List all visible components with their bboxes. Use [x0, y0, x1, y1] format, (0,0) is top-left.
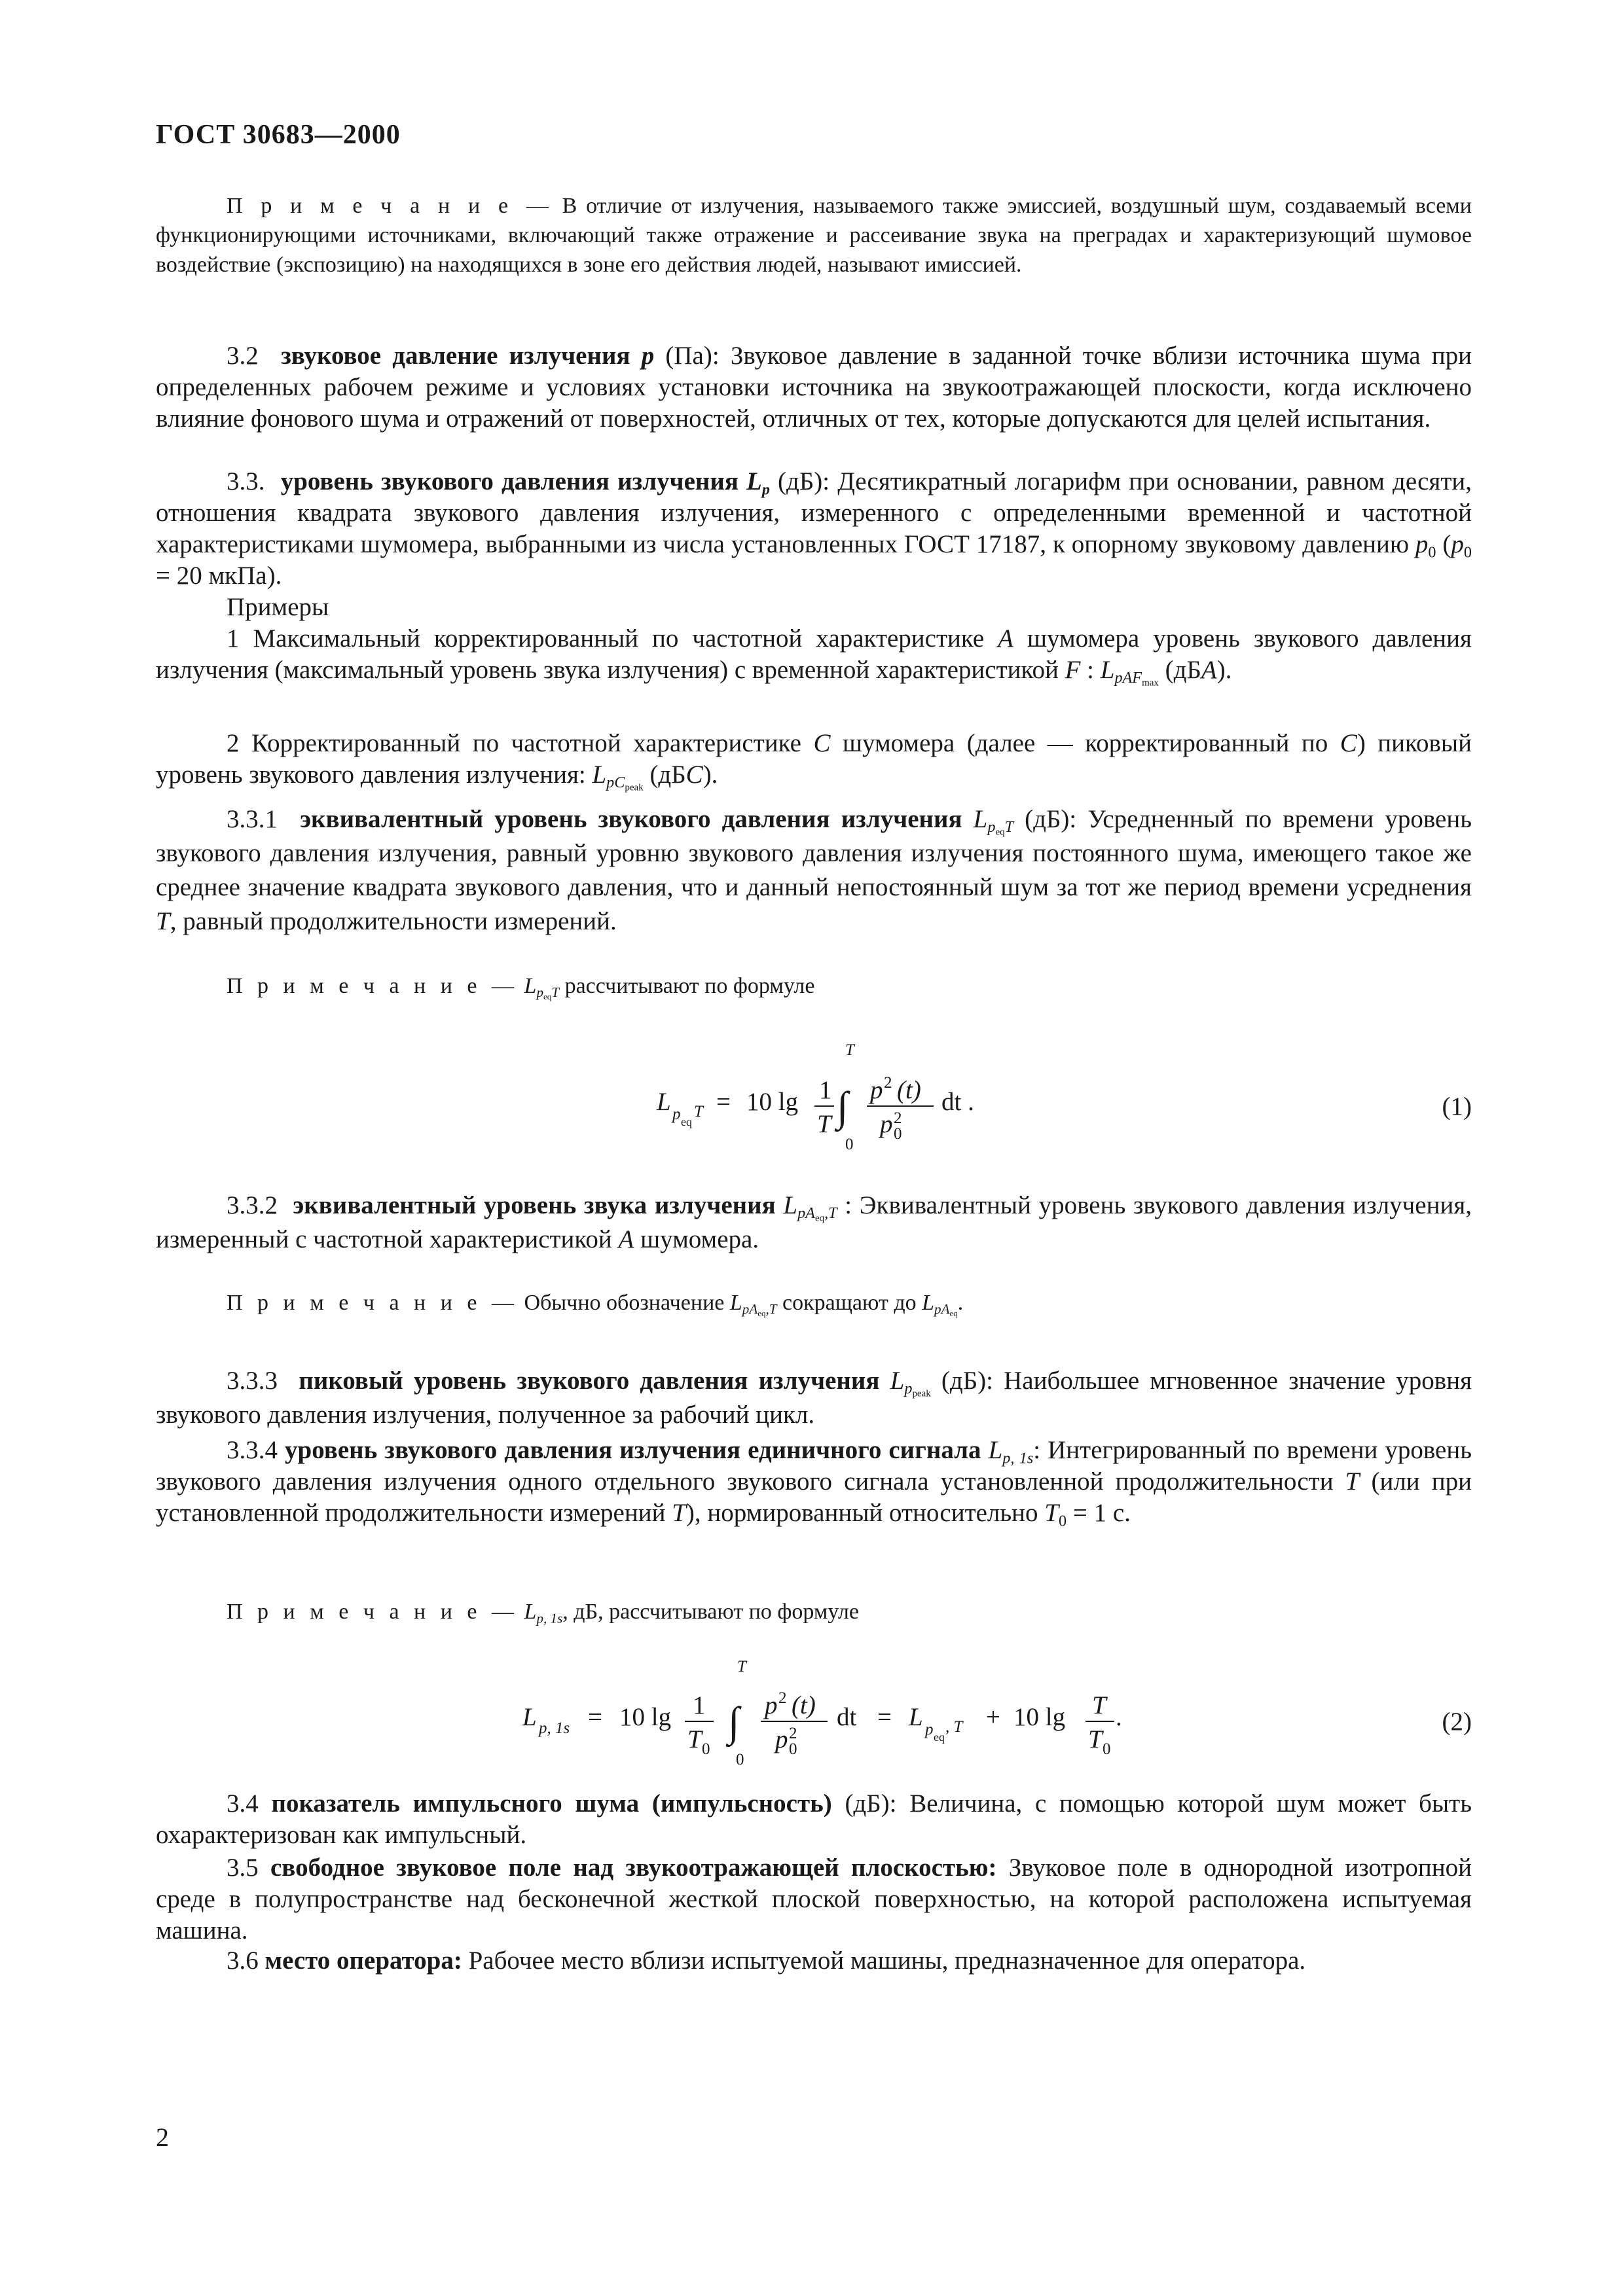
eq2-den-p: p [775, 1725, 788, 1753]
clause-3-3-2 [156, 1189, 1472, 1257]
clause-symbol: L [890, 1367, 905, 1395]
note-text: Обычно обозначение [519, 1291, 730, 1315]
clause-term: свободное звуковое поле над звукоотражающей плоскостью: [270, 1854, 997, 1882]
p0-subscript: 0 [1428, 543, 1436, 562]
clause-term: звуковое давление излучения [281, 342, 630, 370]
symbol-subsubscript: eq [814, 1213, 825, 1224]
note-label: П р и м е ч а н и е — [227, 974, 519, 998]
example-text: 1 Максимальный корректированный по частотной характеристике [227, 624, 998, 653]
clause-text: : Величина, с помощью которой шум может быть охарактеризован как импульсный. [156, 1789, 1472, 1849]
note-subscript: p, 1s [536, 1610, 563, 1626]
example-text: шумомера уровень звукового давления излучения (максимальный уровень звука излучения) с временной характеристикой [156, 624, 1472, 684]
eq1-den-p: p [880, 1110, 893, 1138]
t-symbol: T [156, 907, 170, 935]
clause-text: шумомера. [634, 1225, 759, 1253]
eq2-equals: = [588, 1703, 602, 1731]
eq2-upper-limit: T [737, 1658, 746, 1676]
clause-term: показатель импульсного шума (импульсность) [271, 1789, 832, 1818]
note-subscript-t: ,T [765, 1301, 777, 1318]
eq1-number: (1) [1442, 1092, 1472, 1121]
example-symbol: L [1100, 656, 1115, 684]
clause-symbol: p [641, 342, 655, 370]
eq2-rhs-subsub: eq [934, 1731, 945, 1744]
eq2-lhs-sub: p, 1s [539, 1719, 570, 1737]
clause-3-3 [156, 466, 1472, 592]
example-symbol: C [813, 729, 831, 757]
note-abbreviation [156, 1288, 1472, 1318]
clause-unit: (дБ) [769, 467, 823, 495]
clause-number: 3.4 [227, 1789, 259, 1818]
example-unit: (дБ [1158, 656, 1201, 684]
eq1-lhs-sub: p [672, 1105, 681, 1123]
clause-symbol: L [746, 467, 762, 495]
clause-term: уровень звукового давления излучения [280, 467, 739, 495]
eq2-rhs-t: , T [945, 1718, 963, 1736]
eq2-frac2-den-sub: 0 [1103, 1740, 1111, 1758]
clause-text: ), нормированный относительно [685, 1499, 1045, 1527]
clause-number: 3.2 [227, 342, 259, 370]
clause-symbol: L [988, 1436, 1003, 1464]
clause-number: 3.3.4 [227, 1436, 278, 1464]
symbol-subsubscript: eq [995, 827, 1005, 838]
example-text: ). [1216, 656, 1232, 684]
clause-text: Звуковое поле в однородной изотропной среде в полупространстве над бесконечной жесткой плоской поверхностью, на которой расположена испытуемая машина. [156, 1854, 1472, 1945]
example-text: ) пиковый уровень звукового давления излучения: [156, 729, 1472, 789]
clause-text: : Наибольшее мгновенное значение уровня звукового давления излучения, полученное за рабочий цикл. [156, 1367, 1472, 1429]
eq2-rhs-sub: p [925, 1721, 934, 1738]
note-subsubscript: eq [757, 1308, 766, 1319]
eq2-frac2-num: T [1092, 1691, 1106, 1719]
note-label: П р и м е ч а н и е — [227, 1600, 519, 1624]
p0-symbol: p [1415, 530, 1429, 558]
clause-text: : Десятикратный логарифм при основании, равном десяти, отношения квадрата звукового давления излучения, измеренного с определенными временной и частотной характеристиками шумомера, выбранными из числа установленных ГОСТ 17187, к опорному звуковому давлению [156, 467, 1472, 558]
eq1-dt: dt . [941, 1088, 974, 1116]
formula-1-svg [156, 1021, 1472, 1178]
note-symbol: L [729, 1291, 742, 1315]
note-emission [156, 191, 1472, 279]
document-header: ГОСТ 30683—2000 [156, 120, 401, 150]
note-subscript: pA [934, 1301, 950, 1318]
eq2-num-p: p [765, 1691, 778, 1719]
eq2-den-sup: 2 [789, 1725, 797, 1742]
clause-unit: (Па) [654, 342, 712, 370]
eq1-coef: 10 lg [746, 1088, 799, 1116]
example-text: 2 Корректированный по частотной характеристике [227, 729, 814, 757]
t0-symbol: T [1044, 1499, 1059, 1527]
eq1-lhs-t: T [694, 1103, 703, 1121]
formula-2-svg [156, 1643, 1472, 1800]
symbol-subscript: p [904, 1380, 913, 1398]
eq2-den-sub: 0 [789, 1740, 797, 1758]
note-label: П р и м е ч а н и е — [227, 194, 553, 218]
eq2-integral-sign: ∫ [728, 1698, 740, 1745]
example-unit-c: C [685, 761, 703, 789]
example-symbol: L [592, 761, 607, 789]
eq2-lhs: L [522, 1703, 537, 1731]
example-1 [156, 623, 1472, 689]
eq2-plus: + [986, 1703, 1000, 1731]
clause-3-6 [156, 1945, 1472, 1977]
note-text: . [957, 1291, 964, 1315]
eq2-dt: dt [837, 1703, 857, 1731]
note-label: П р и м е ч а н и е — [227, 1291, 519, 1315]
example-unit: (дБ [643, 761, 686, 789]
eq1-integral-sign: ∫ [837, 1083, 848, 1130]
clause-symbol: L [973, 805, 988, 833]
note-symbol: L [524, 974, 537, 998]
example-subsubscript: peak [625, 782, 644, 793]
eq1-frac-num: 1 [819, 1076, 832, 1104]
clause-3-3-1 [156, 802, 1472, 939]
example-subscript: pC [606, 774, 625, 792]
clause-3-2 [156, 340, 1472, 435]
note-text: сокращают до [776, 1291, 922, 1315]
symbol-subscript: p [761, 480, 770, 499]
clause-term: место оператора: [264, 1946, 462, 1975]
clause-3-3-3 [156, 1364, 1472, 1432]
note-formula-2 [156, 1597, 1472, 1626]
example-2 [156, 728, 1472, 791]
eq1-frac-den: T [817, 1110, 831, 1138]
t-symbol: T [672, 1499, 686, 1527]
clause-term: пиковый уровень звукового давления излучения [299, 1367, 880, 1395]
eq2-num-arg: (t) [792, 1691, 816, 1719]
clause-number: 3.6 [227, 1946, 259, 1975]
a-symbol: A [618, 1225, 634, 1253]
eq2-num-sup: 2 [778, 1689, 787, 1707]
note-subsubscript: eq [543, 992, 552, 1002]
eq2-coef: 10 lg [619, 1703, 672, 1731]
eq1-den-sup: 2 [894, 1109, 902, 1127]
note-subscript: pA [742, 1301, 758, 1318]
example-text: шумомера (далее — корректированный по [830, 729, 1340, 757]
clause-unit: (дБ) [1013, 805, 1070, 833]
clause-text: : Эквивалентный уровень звукового давления излучения, измеренный с частотной характеристикой [156, 1191, 1472, 1253]
clause-number: 3.3. [227, 467, 265, 495]
example-text: ). [702, 761, 718, 789]
eq1-num-p: p [870, 1076, 883, 1104]
formula-1 [156, 1021, 1472, 1178]
examples-heading: Примеры [227, 593, 329, 621]
eq2-end: . [1116, 1703, 1122, 1731]
eq2-frac-den-sub: 0 [702, 1740, 710, 1758]
eq2-coef-2: 10 lg [1013, 1703, 1066, 1731]
note-symbol: L [922, 1291, 935, 1315]
symbol-subscript: pA [797, 1204, 815, 1223]
clause-unit: (дБ) [930, 1367, 987, 1395]
eq2-frac-den: T [687, 1725, 702, 1753]
p0-subscript: 0 [1463, 543, 1472, 562]
clause-3-5 [156, 1852, 1472, 1946]
eq1-lhs-subsub: eq [681, 1115, 692, 1128]
clause-text: (или при установленной продолжительности измерений [156, 1467, 1472, 1527]
clause-number: 3.3.1 [227, 805, 278, 833]
clause-term: уровень звукового давления излучения единичного сигнала [285, 1436, 981, 1464]
note-subscript: p [536, 984, 543, 1001]
note-text: , дБ, рассчитывают по формуле [562, 1600, 859, 1624]
symbol-subscript-t: T [1004, 818, 1014, 836]
note-symbol: L [524, 1600, 537, 1624]
eq1-num-sup: 2 [884, 1074, 892, 1092]
p0-value: = 20 мкПа). [156, 562, 282, 590]
symbol-subscript: p, 1s [1002, 1449, 1034, 1467]
eq1-den-sub: 0 [894, 1125, 902, 1143]
eq1-num-arg: (t) [897, 1076, 921, 1104]
clause-text: : Звуковое давление в заданной точке вблизи источника шума при определенных рабочем режиме и условиях установки источника на звукоотражающей плоскости, когда исключено влияние фонового шума и отражений от поверхностей, отличных от тех, которые допускаются для целей испытания. [156, 342, 1472, 433]
eq1-lower-limit: 0 [845, 1136, 854, 1153]
clause-text: Рабочее место вблизи испытуемой машины, предназначенное для оператора. [462, 1946, 1306, 1975]
example-unit-a: A [1201, 656, 1217, 684]
example-subsubscript: max [1142, 677, 1159, 689]
clause-text: = 1 с. [1067, 1499, 1131, 1527]
clause-3-4 [156, 1788, 1472, 1851]
note-subscript-t: T [551, 984, 560, 1001]
eq2-frac2-den: T [1088, 1725, 1103, 1753]
note-text: В отличие от излучения, называемого также эмиссией, воздушный шум, создаваемый всеми функционирующими источниками, включающий также отражение и рассеивание звука на преградах и характеризующий шумовое воздействие (экспозицию) на находящихся в зоне его действия людей, называют имиссией. [156, 194, 1472, 277]
clause-text: : Интегрированный по времени уровень звукового давления излучения одного отдельного звукового сигнала установленной продолжительности [156, 1436, 1472, 1496]
symbol-subscript: p [987, 818, 996, 836]
eq1-lhs: L [657, 1088, 671, 1116]
example-symbol: A [998, 624, 1013, 653]
clause-term: эквивалентный уровень звукового давления излучения [300, 805, 962, 833]
example-symbol: C [1340, 729, 1357, 757]
clause-text: , равный продолжительности измерений. [170, 907, 617, 935]
eq2-rhs: L [909, 1703, 923, 1731]
eq1-equals: = [716, 1088, 731, 1116]
example-symbol: F [1065, 656, 1081, 684]
page-number: 2 [156, 2123, 169, 2152]
note-subsubscript: eq [949, 1308, 958, 1319]
formula-2 [156, 1643, 1472, 1800]
symbol-subscript-t: ,T [824, 1204, 837, 1223]
eq2-lower-limit: 0 [736, 1751, 744, 1768]
clause-term: эквивалентный уровень звука излучения [293, 1191, 776, 1219]
eq2-frac-num: 1 [693, 1691, 706, 1719]
eq2-number: (2) [1442, 1708, 1472, 1736]
paren-open: ( [1436, 530, 1451, 558]
clause-3-3-4 [156, 1435, 1472, 1529]
eq1-upper-limit: T [845, 1041, 854, 1059]
note-text: рассчитывают по формуле [559, 974, 815, 998]
p0-symbol: p [1451, 530, 1464, 558]
clause-number: 3.3.2 [227, 1191, 278, 1219]
clause-symbol: L [783, 1191, 798, 1219]
example-text: : [1080, 656, 1101, 684]
eq2-equals-2: = [877, 1703, 892, 1731]
clause-number: 3.5 [227, 1854, 259, 1882]
example-subscript: pAF [1114, 669, 1142, 687]
note-formula-1 [156, 971, 1472, 1001]
clause-text: : Усредненный по времени уровень звукового давления излучения, равный уровню звукового давления излучения постоянного шума, имеющего такое же среднее значение квадрата звукового давления, что и данный непостоянный шум за тот же период времени усреднения [156, 805, 1472, 901]
symbol-subsubscript: peak [912, 1388, 931, 1399]
t-symbol: T [1345, 1467, 1360, 1496]
t0-subscript: 0 [1059, 1512, 1067, 1530]
clause-unit: (дБ) [831, 1789, 890, 1818]
clause-number: 3.3.3 [227, 1367, 278, 1395]
